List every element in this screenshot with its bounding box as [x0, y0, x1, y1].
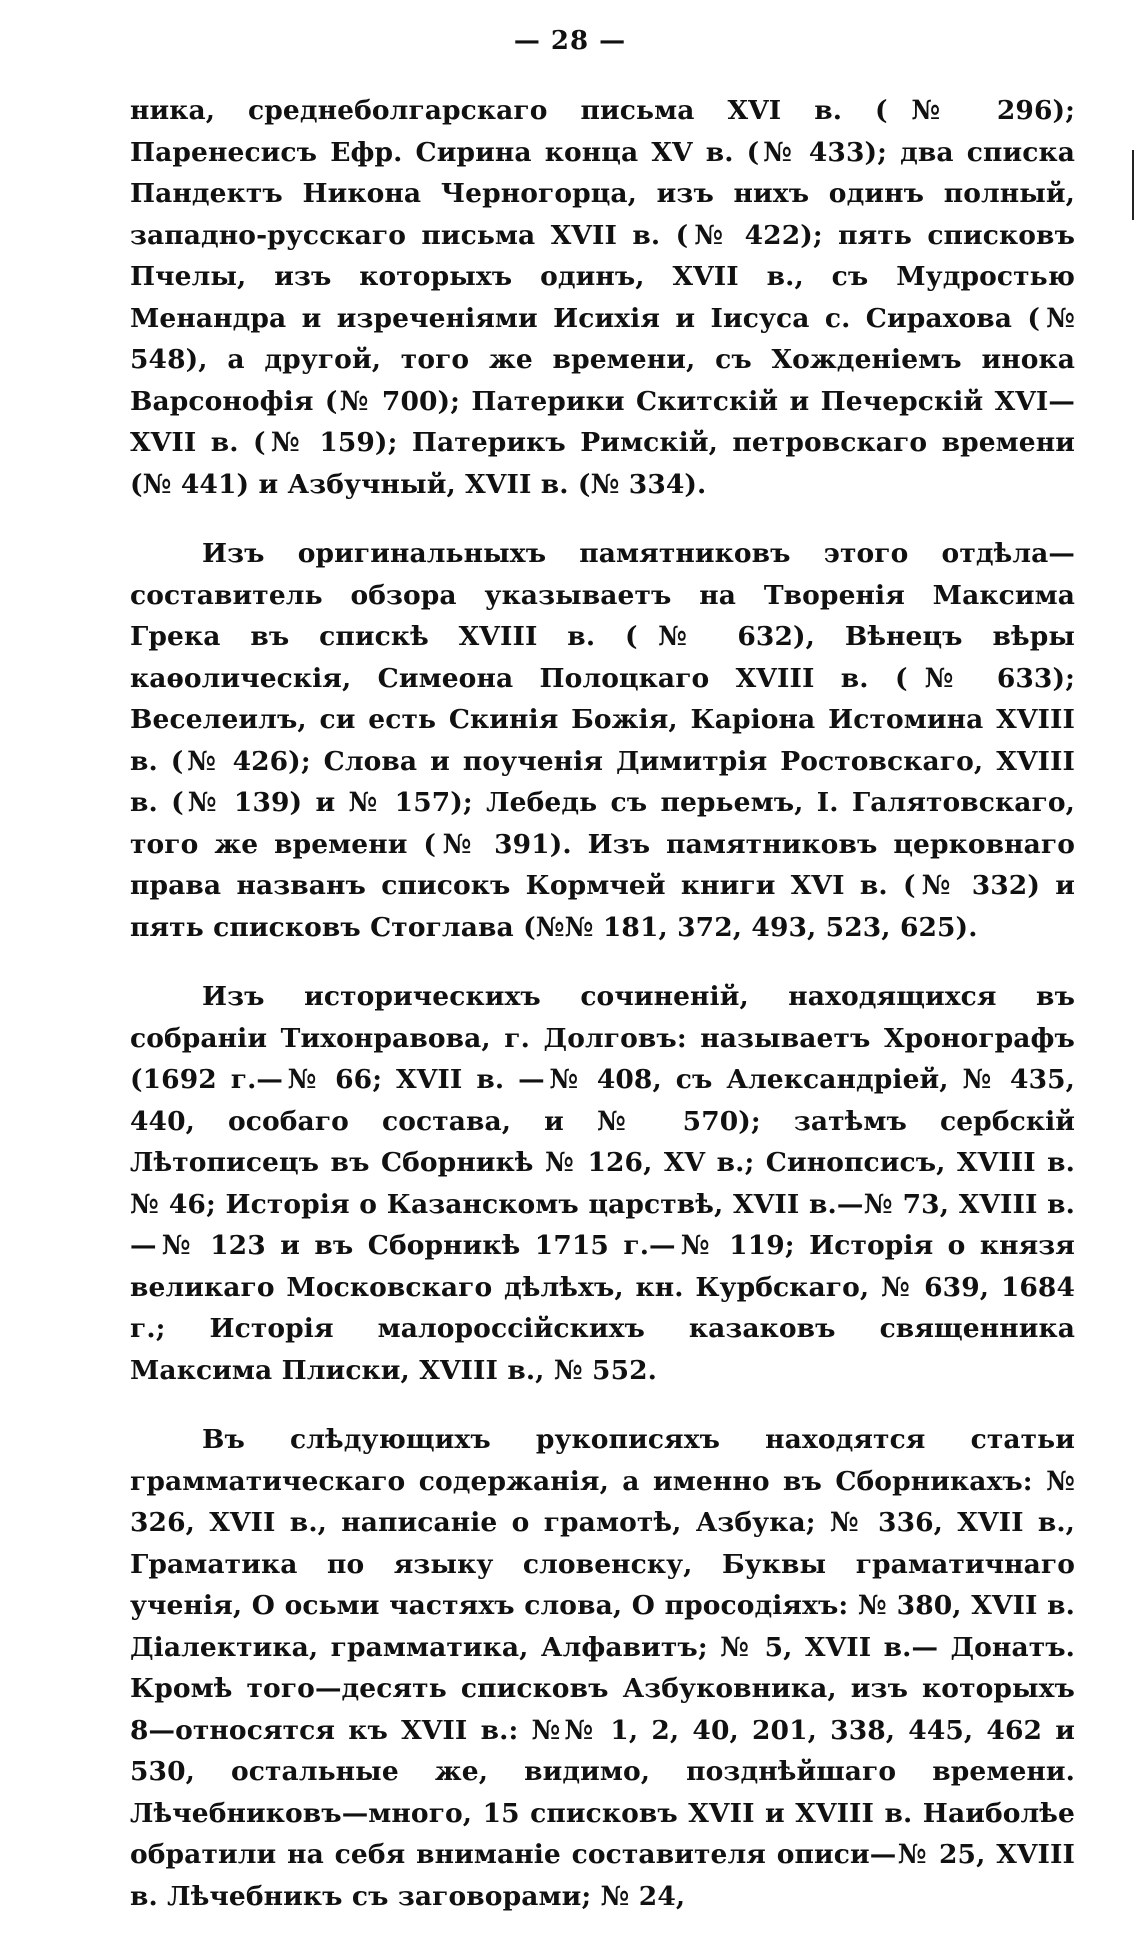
- scan-edge-mark: [1132, 150, 1134, 220]
- body-text: [130, 90, 1075, 1945]
- paragraph-1: ника, среднеболгарскаго письма XVI в. (№ 296); Паренесисъ Ефр. Сирина конца XV в. (№ 433); два списка Пандектъ Никона Черногорца, изъ нихъ одинъ полный, западно-русскаго письма XVII в. (№ 422); пять списковъ Пчелы, изъ которыхъ одинъ, XVII в., съ Мудростью Менандра и изреченіями Исихія и Іисуса с. Сирахова (№ 548), а другой, того же времени, съ Хожденіемъ инока Варсонофія (№ 700); Патерики Скитскій и Печерскій XVI—XVII в. (№ 159); Патерикъ Римскій, петровскаго времени (№ 441) и Азбучный, XVII в. (№ 334).: [130, 95, 1075, 500]
- paragraph-3: Изъ историческихъ сочиненій, находящихся въ собраніи Тихонравова, г. Долговъ: называетъ Хронографъ (1692 г.—№ 66; XVII в. —№ 408, съ Александріей, № 435, 440, особаго состава, и № 570); затѣмъ сербскій Лѣтописецъ въ Сборникѣ № 126, XV в.; Синопсисъ, XVIII в. № 46; Исторія о Казанскомъ царствѣ, XVII в.—№ 73, XVIII в.—№ 123 и въ Сборникѣ 1715 г.—№ 119; Исторія о князя великаго Московскаго дѣлѣхъ, кн. Курбскаго, № 639, 1684 г.; Исторія малороссійскихъ казаковъ священника Максима Плиски, XVIII в., № 552.: [130, 981, 1075, 1386]
- page-number: — 28 —: [513, 26, 627, 56]
- paragraph-4: Въ слѣдующихъ рукописяхъ находятся статьи грамматическаго содержанія, а именно въ Сборникахъ: № 326, XVII в., написаніе о грамотѣ, Азбука; № 336, XVII в., Граматика по языку словенску, Буквы граматичнаго ученія, О осьми частяхъ слова, О просодіяхъ: № 380, XVII в. Діалектика, грамматика, Алфавитъ; № 5, XVII в.— Донатъ. Кромѣ того—десять списковъ Азбуковника, изъ которыхъ 8—относятся къ XVII в.: №№ 1, 2, 40, 201, 338, 445, 462 и 530, остальные же, видимо, позднѣйшаго времени. Лѣчебниковъ—много, 15 списковъ XVII и XVIII в. Наиболѣе обратили на себя вниманіе составителя описи—№ 25, XVIII в. Лѣчебникъ съ заговорами; № 24,: [130, 1424, 1075, 1912]
- paragraph-2: Изъ оригинальныхъ памятниковъ этого отдѣла—составитель обзора указываетъ на Творенія Максима Грека въ спискѣ XVIII в. (№ 632), Вѣнецъ вѣры каѳолическія, Симеона Полоцкаго XVIII в. (№ 633); Веселеилъ, си есть Скинія Божія, Каріона Истомина XVIII в. (№ 426); Слова и поученія Димитрія Ростовскаго, XVIII в. (№ 139) и № 157); Лебедь съ перьемъ, І. Галятовскаго, того же времени (№ 391). Изъ памятниковъ церковнаго права названъ списокъ Кормчей книги XVI в. (№ 332) и пять списковъ Стоглава (№№ 181, 372, 493, 523, 625).: [130, 538, 1075, 943]
